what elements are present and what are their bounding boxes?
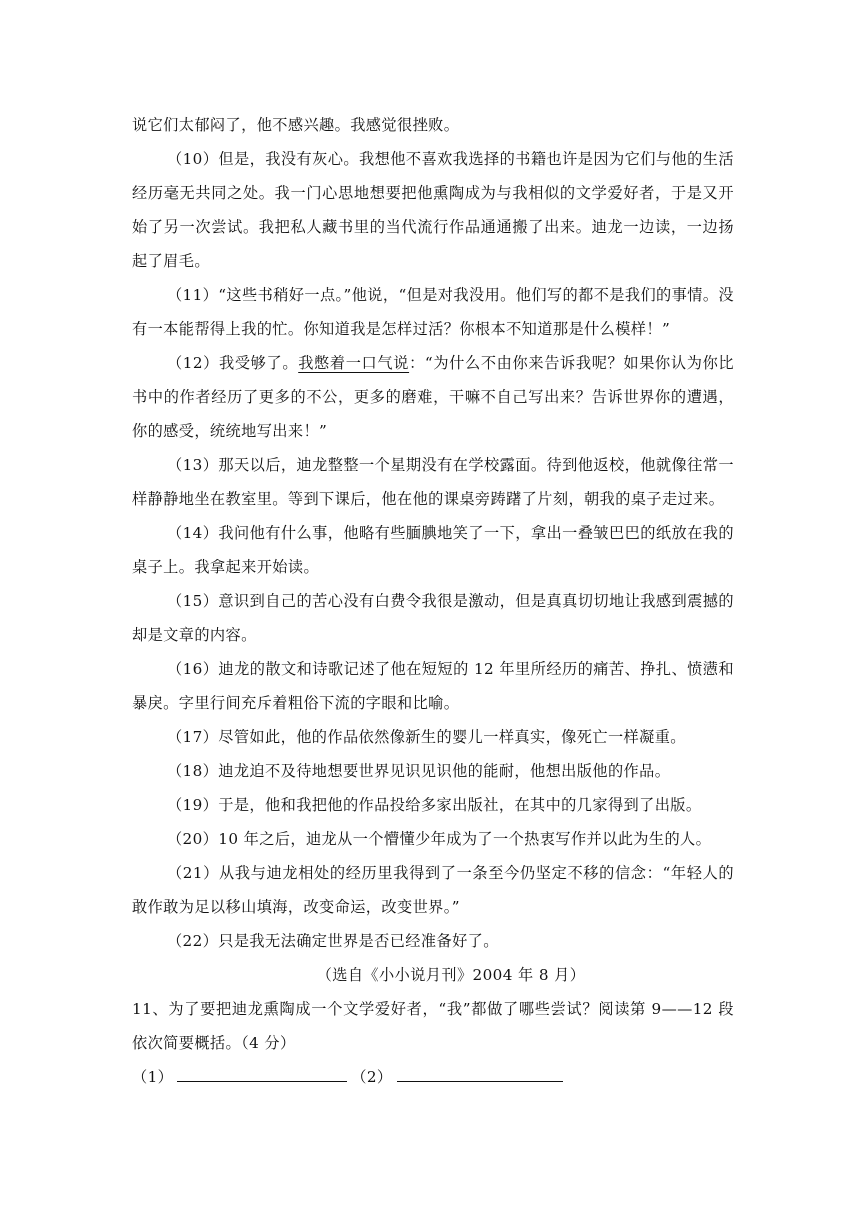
paragraph-22: （22）只是我无法确定世界是否已经准备好了。 [166, 932, 499, 950]
question-11: 11、为了要把迪龙熏陶成一个文学爱好者，“我”都做了哪些尝试？阅读第 9——12 段依次简要概括。（4 分） [132, 1000, 734, 1052]
paragraph-13: （13）那天以后，迪龙整整一个星期没有在学校露面。待到他返校，他就像往常一样静静地坐在教室里。等到下课后，他在他的课桌旁踌躇了片刻，朝我的桌子走过来。 [132, 456, 734, 508]
paragraph-21: （21）从我与迪龙相处的经历里我得到了一条至今仍坚定不移的信念：“年轻人的敢作敢为足以移山填海，改变命运，改变世界。” [132, 864, 734, 916]
paragraph-16: （16）迪龙的散文和诗歌记述了他在短短的 12 年里所经历的痛苦、挣扎、愤懑和暴戾。字里行间充斥着粗俗下流的字眼和比喻。 [132, 660, 734, 712]
paragraph-9-continued: 说它们太郁闷了，他不感兴趣。我感觉很挫败。 [132, 116, 460, 134]
paragraph-10: （10）但是，我没有灰心。我想他不喜欢我选择的书籍也许是因为它们与他的生活经历毫无共同之处。我一门心思地想要把他熏陶成为与我相似的文学爱好者，于是又开始了另一次尝试。我把私人藏书里的当代流行作品通通搬了出来。迪龙一边读，一边扬起了眉毛。 [132, 150, 734, 270]
paragraph-12 [132, 346, 734, 448]
answer-blank-1[interactable] [177, 1063, 347, 1082]
source-citation: （选自《小小说月刊》2004 年 8 月） [316, 966, 586, 984]
paragraph-12-rest: ：“为什么不由你来告诉我呢？如果你认为你比书中的作者经历了更多的不公，更多的磨难，干嘛不自己写出来？告诉世界你的遭遇，你的感受，统统地写出来！” [132, 354, 734, 440]
underlined-phrase: 我憋着一口气说 [298, 354, 410, 372]
answer-lines [132, 1060, 734, 1094]
paragraph-18: （18）迪龙迫不及待地想要世界见识见识他的能耐，他想出版他的作品。 [166, 762, 671, 780]
document-body [132, 108, 734, 1094]
paragraph-11: （11）“这些书稍好一点。”他说，“但是对我没用。他们写的都不是我们的事情。没有一本能帮得上我的忙。你知道我是怎样过活？你根本不知道那是什么模样！” [132, 286, 734, 338]
paragraph-12-start: （12）我受够了。 [166, 354, 299, 372]
paragraph-19: （19）于是，他和我把他的作品投给多家出版社，在其中的几家得到了出版。 [166, 796, 702, 814]
paragraph-20: （20）10 年之后，迪龙从一个懵懂少年成为了一个热衷写作并以此为生的人。 [166, 830, 712, 848]
paragraph-17: （17）尽管如此，他的作品依然像新生的婴儿一样真实，像死亡一样凝重。 [166, 728, 686, 746]
paragraph-14: （14）我问他有什么事，他略有些腼腆地笑了一下，拿出一叠皱巴巴的纸放在我的桌子上。我拿起来开始读。 [132, 524, 734, 576]
paragraph-15: （15）意识到自己的苦心没有白费令我很是激动，但是真真切切地让我感到震撼的却是文章的内容。 [132, 592, 734, 644]
answer-blank-2[interactable] [397, 1063, 563, 1082]
answer-label-2: （2） [351, 1068, 393, 1086]
answer-label-1: （1） [132, 1068, 174, 1086]
